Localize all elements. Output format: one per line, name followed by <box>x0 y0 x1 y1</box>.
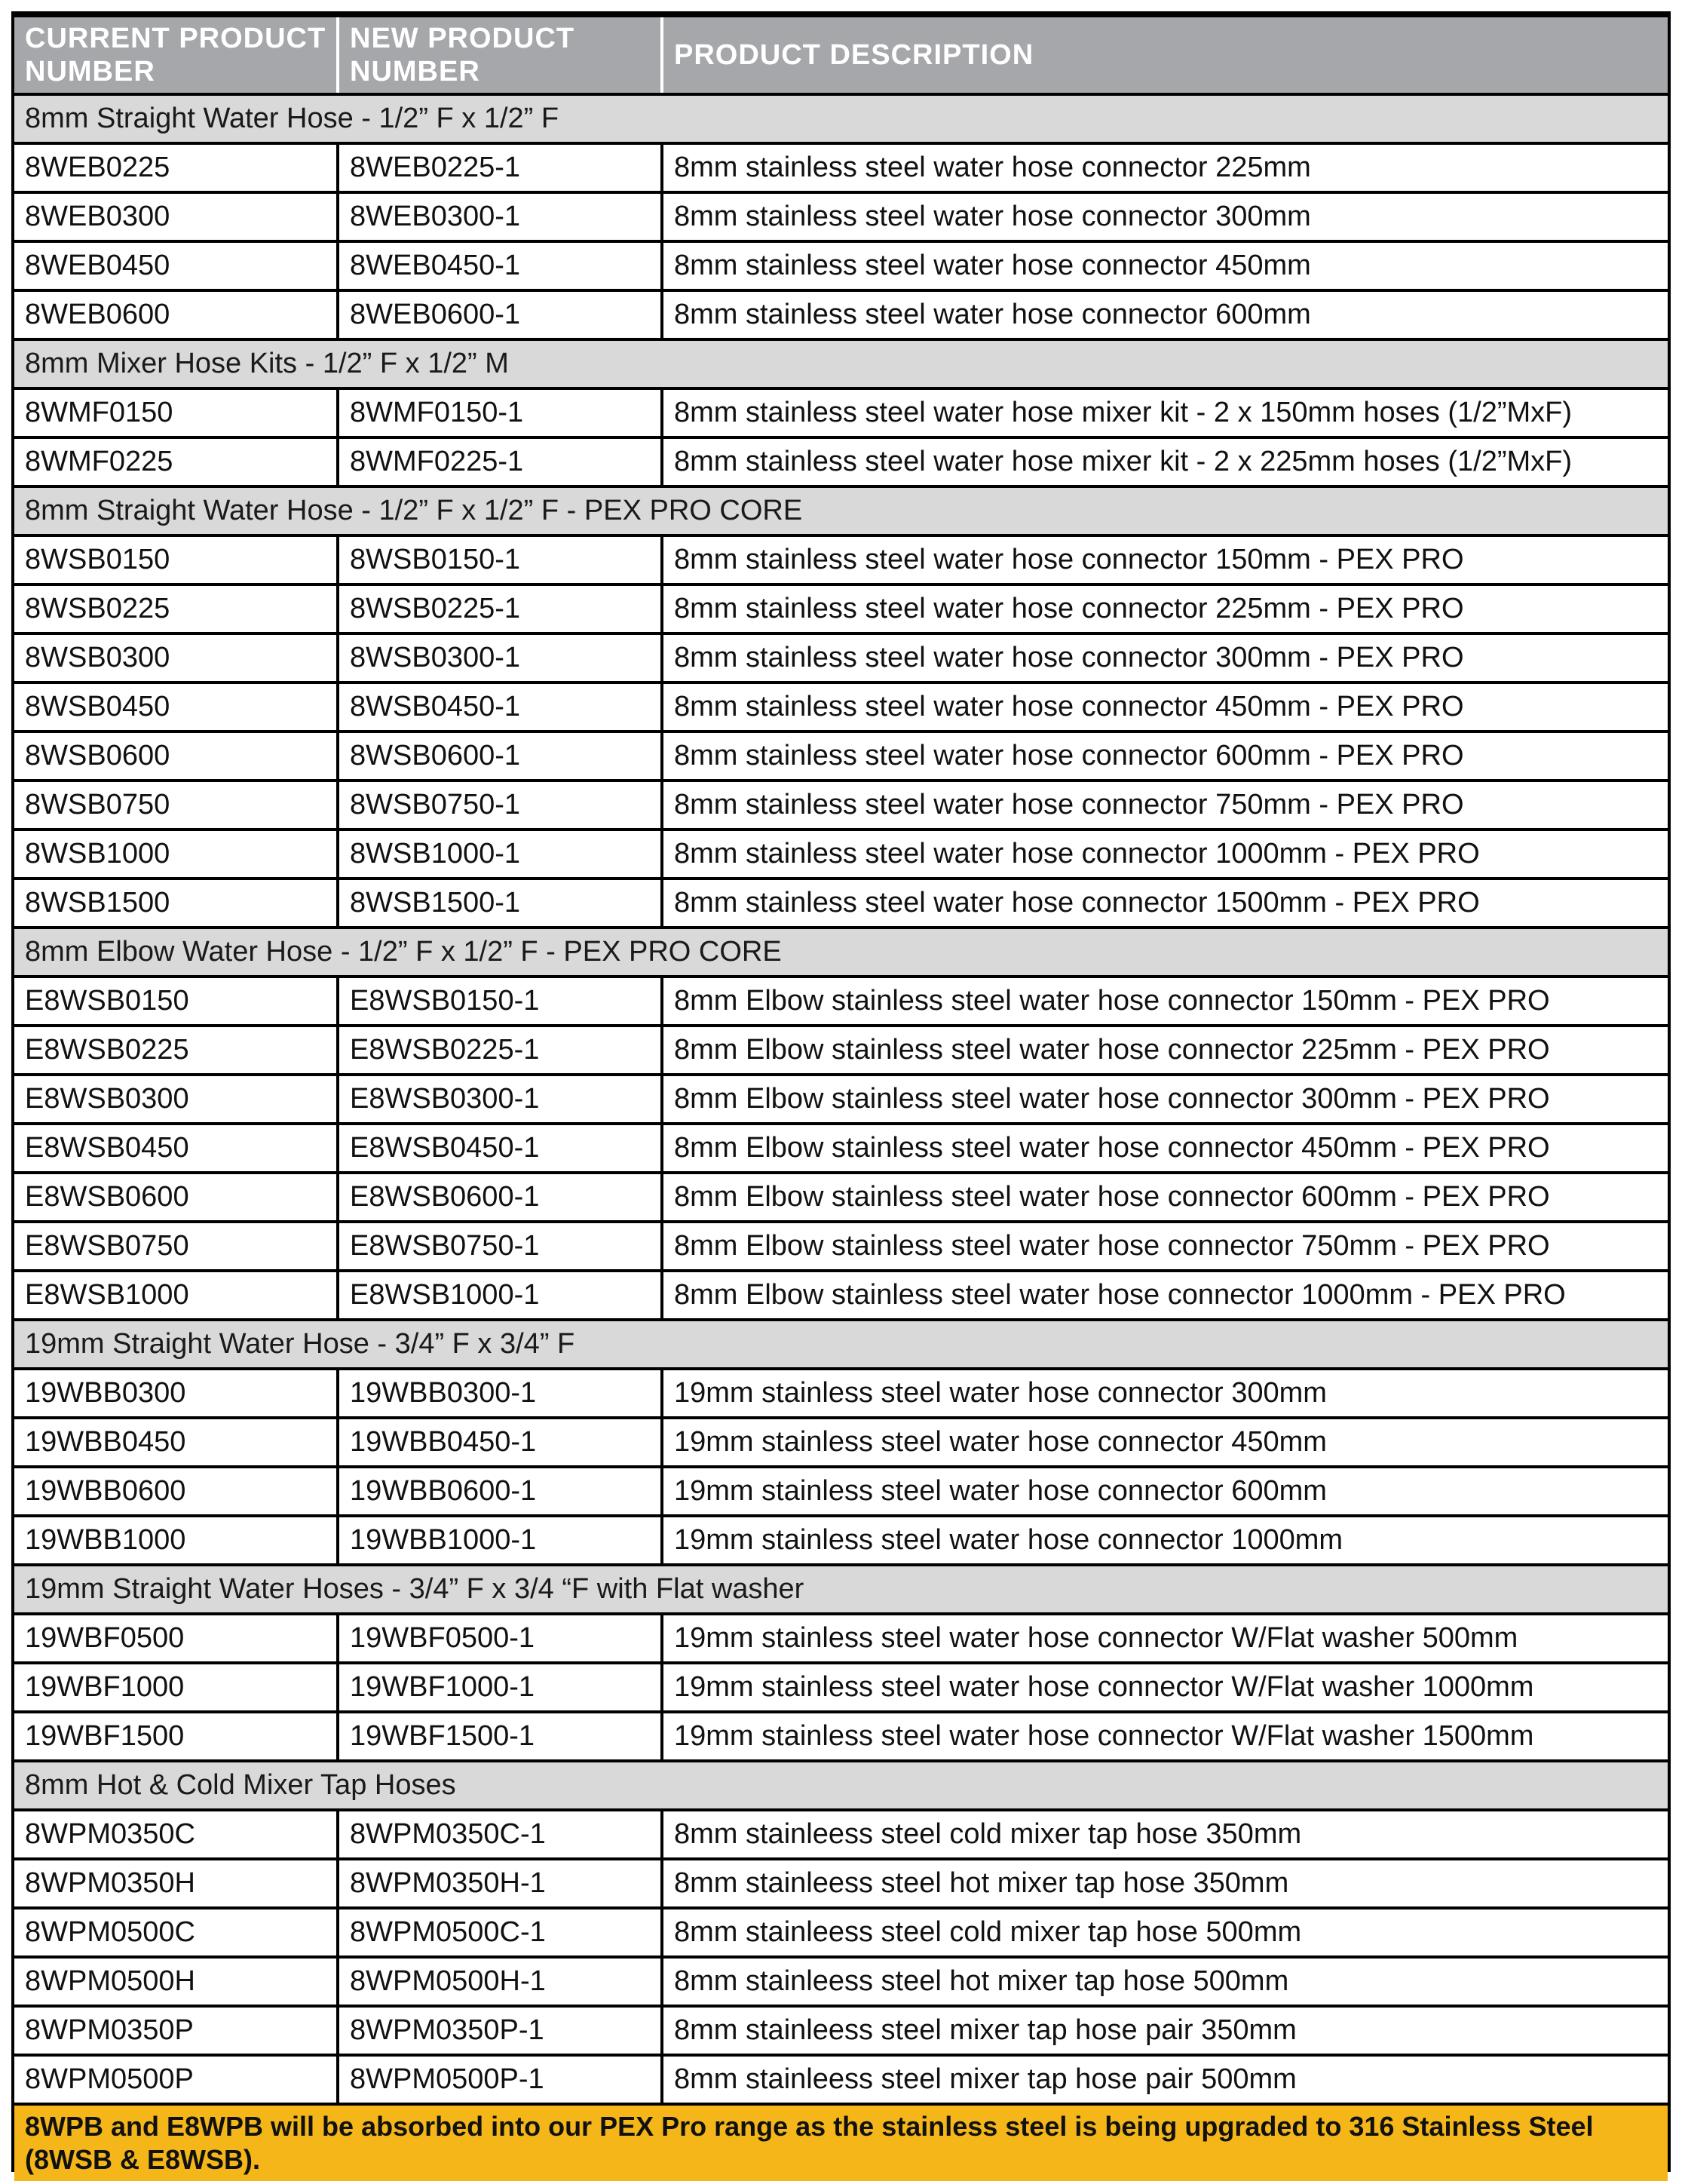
table-header <box>14 17 1668 93</box>
current-product-number-cell: 8WEB0300 <box>14 194 336 240</box>
new-product-number-cell: 8WPM0350H-1 <box>336 1860 660 1906</box>
section-title: 8mm Hot & Cold Mixer Tap Hoses <box>14 1762 1668 1808</box>
current-product-number-cell: 8WEB0450 <box>14 243 336 289</box>
new-product-number-cell: 8WEB0225-1 <box>336 145 660 191</box>
new-product-number-cell: 8WMF0150-1 <box>336 390 660 436</box>
table-row <box>14 831 1668 877</box>
section-header-row <box>14 488 1668 534</box>
product-table-frame <box>11 11 1671 2175</box>
new-product-number-cell: 8WSB0600-1 <box>336 733 660 779</box>
product-description-cell: 8mm stainless steel water hose connector 150mm - PEX PRO <box>660 537 1668 583</box>
table-row <box>14 390 1668 436</box>
product-description-cell: 8mm stainleess steel cold mixer tap hose 350mm <box>660 1811 1668 1857</box>
product-description-cell: 8mm stainless steel water hose mixer kit - 2 x 225mm hoses (1/2”MxF) <box>660 439 1668 485</box>
current-product-number-cell: 19WBB0600 <box>14 1468 336 1514</box>
new-product-number-cell: 8WSB1000-1 <box>336 831 660 877</box>
current-product-number-cell: E8WSB0450 <box>14 1125 336 1171</box>
current-product-number-cell: 8WEB0225 <box>14 145 336 191</box>
section-title: 8mm Mixer Hose Kits - 1/2” F x 1/2” M <box>14 341 1668 387</box>
current-product-number-cell: 8WMF0150 <box>14 390 336 436</box>
product-description-cell: 19mm stainless steel water hose connector W/Flat washer 1500mm <box>660 1713 1668 1759</box>
product-description-cell: 8mm Elbow stainless steel water hose connector 600mm - PEX PRO <box>660 1174 1668 1220</box>
table-row <box>14 978 1668 1024</box>
new-product-number-cell: 8WEB0300-1 <box>336 194 660 240</box>
product-description-cell: 19mm stainless steel water hose connector 600mm <box>660 1468 1668 1514</box>
table-row <box>14 1076 1668 1122</box>
table-footer <box>14 2106 1668 2181</box>
new-product-number-cell: E8WSB1000-1 <box>336 1272 660 1318</box>
table-body <box>14 96 1668 2103</box>
section-header-row <box>14 1566 1668 1612</box>
product-description-cell: 19mm stainless steel water hose connector W/Flat washer 1000mm <box>660 1664 1668 1710</box>
current-product-number-cell: 8WSB0600 <box>14 733 336 779</box>
table-row <box>14 586 1668 632</box>
current-product-number-cell: E8WSB0300 <box>14 1076 336 1122</box>
current-product-number-cell: 19WBB0300 <box>14 1370 336 1416</box>
product-description-cell: 19mm stainless steel water hose connector 1000mm <box>660 1517 1668 1563</box>
product-description-cell: 19mm stainless steel water hose connector 450mm <box>660 1419 1668 1465</box>
table-row <box>14 1615 1668 1661</box>
table-row <box>14 1811 1668 1857</box>
section-header-row <box>14 1762 1668 1808</box>
table-row <box>14 684 1668 730</box>
product-description-cell: 19mm stainless steel water hose connector 300mm <box>660 1370 1668 1416</box>
section-header-row <box>14 929 1668 975</box>
new-product-number-cell: 8WSB0225-1 <box>336 586 660 632</box>
table-row <box>14 1370 1668 1416</box>
table-row <box>14 1664 1668 1710</box>
product-description-cell: 8mm stainless steel water hose connector 450mm <box>660 243 1668 289</box>
product-description-cell: 8mm stainless steel water hose connector 225mm - PEX PRO <box>660 586 1668 632</box>
current-product-number-cell: 19WBB1000 <box>14 1517 336 1563</box>
current-product-number-cell: 8WPM0500C <box>14 1909 336 1955</box>
new-product-number-cell: 8WPM0350P-1 <box>336 2008 660 2054</box>
table-row <box>14 243 1668 289</box>
new-product-number-cell: E8WSB0600-1 <box>336 1174 660 1220</box>
table-row <box>14 1223 1668 1269</box>
new-product-number-cell: E8WSB0225-1 <box>336 1027 660 1073</box>
new-product-number-cell: E8WSB0300-1 <box>336 1076 660 1122</box>
product-description-cell: 8mm stainless steel water hose mixer kit - 2 x 150mm hoses (1/2”MxF) <box>660 390 1668 436</box>
new-product-number-cell: E8WSB0450-1 <box>336 1125 660 1171</box>
new-product-number-cell: 8WPM0500C-1 <box>336 1909 660 1955</box>
table-row <box>14 1909 1668 1955</box>
section-header-row <box>14 341 1668 387</box>
section-title: 8mm Elbow Water Hose - 1/2” F x 1/2” F - PEX PRO CORE <box>14 929 1668 975</box>
table-row <box>14 292 1668 338</box>
current-product-number-cell: 8WPM0500P <box>14 2057 336 2103</box>
current-product-number-cell: 8WSB0225 <box>14 586 336 632</box>
product-description-cell: 8mm Elbow stainless steel water hose connector 225mm - PEX PRO <box>660 1027 1668 1073</box>
new-product-number-cell: 19WBB1000-1 <box>336 1517 660 1563</box>
product-description-cell: 8mm stainless steel water hose connector 225mm <box>660 145 1668 191</box>
new-product-number-cell: 8WSB0750-1 <box>336 782 660 828</box>
section-title: 19mm Straight Water Hose - 3/4” F x 3/4” F <box>14 1321 1668 1367</box>
table-row <box>14 194 1668 240</box>
product-description-cell: 19mm stainless steel water hose connector W/Flat washer 500mm <box>660 1615 1668 1661</box>
new-product-number-cell: 19WBB0600-1 <box>336 1468 660 1514</box>
product-description-cell: 8mm stainless steel water hose connector 450mm - PEX PRO <box>660 684 1668 730</box>
current-product-number-cell: E8WSB1000 <box>14 1272 336 1318</box>
current-product-number-cell: 8WSB1500 <box>14 880 336 926</box>
new-product-number-cell: E8WSB0750-1 <box>336 1223 660 1269</box>
product-description-cell: 8mm Elbow stainless steel water hose connector 750mm - PEX PRO <box>660 1223 1668 1269</box>
product-description-cell: 8mm stainleess steel hot mixer tap hose 350mm <box>660 1860 1668 1906</box>
table-row <box>14 1713 1668 1759</box>
table-row <box>14 439 1668 485</box>
current-product-number-cell: 8WMF0225 <box>14 439 336 485</box>
current-product-number-cell: 8WSB1000 <box>14 831 336 877</box>
product-number-table <box>14 14 1668 2184</box>
current-product-number-cell: E8WSB0750 <box>14 1223 336 1269</box>
new-product-number-cell: 8WPM0500P-1 <box>336 2057 660 2103</box>
header-row <box>14 17 1668 93</box>
product-description-cell: 8mm stainless steel water hose connector 750mm - PEX PRO <box>660 782 1668 828</box>
current-product-number-cell: 19WBF1500 <box>14 1713 336 1759</box>
table-row <box>14 782 1668 828</box>
product-description-cell: 8mm stainleess steel mixer tap hose pair 500mm <box>660 2057 1668 2103</box>
product-description-cell: 8mm stainless steel water hose connector 300mm - PEX PRO <box>660 635 1668 681</box>
new-product-number-cell: 8WEB0450-1 <box>336 243 660 289</box>
product-description-cell: 8mm Elbow stainless steel water hose connector 1000mm - PEX PRO <box>660 1272 1668 1318</box>
current-product-number-cell: 8WSB0450 <box>14 684 336 730</box>
current-product-number-cell: E8WSB0150 <box>14 978 336 1024</box>
table-row <box>14 2057 1668 2103</box>
new-product-number-cell: 19WBF1500-1 <box>336 1713 660 1759</box>
current-product-number-cell: 8WPM0500H <box>14 1959 336 2005</box>
table-row <box>14 635 1668 681</box>
header-new-product-number: NEW PRODUCT NUMBER <box>336 17 660 93</box>
table-row <box>14 1125 1668 1171</box>
table-row <box>14 1860 1668 1906</box>
new-product-number-cell: 19WBB0300-1 <box>336 1370 660 1416</box>
table-row <box>14 1027 1668 1073</box>
table-row <box>14 537 1668 583</box>
table-row <box>14 1272 1668 1318</box>
section-title: 8mm Straight Water Hose - 1/2” F x 1/2” F - PEX PRO CORE <box>14 488 1668 534</box>
footer-note-row <box>14 2106 1668 2181</box>
header-product-description: PRODUCT DESCRIPTION <box>660 17 1668 93</box>
current-product-number-cell: 8WPM0350P <box>14 2008 336 2054</box>
footer-note: 8WPB and E8WPB will be absorbed into our PEX Pro range as the stainless steel is being upgraded to 316 Stainless Steel (8WSB & E8WSB). <box>14 2106 1668 2181</box>
product-description-cell: 8mm Elbow stainless steel water hose connector 150mm - PEX PRO <box>660 978 1668 1024</box>
table-row <box>14 2008 1668 2054</box>
product-description-cell: 8mm stainless steel water hose connector 1500mm - PEX PRO <box>660 880 1668 926</box>
current-product-number-cell: E8WSB0600 <box>14 1174 336 1220</box>
product-description-cell: 8mm stainless steel water hose connector 600mm - PEX PRO <box>660 733 1668 779</box>
section-title: 8mm Straight Water Hose - 1/2” F x 1/2” F <box>14 96 1668 142</box>
product-description-cell: 8mm Elbow stainless steel water hose connector 300mm - PEX PRO <box>660 1076 1668 1122</box>
current-product-number-cell: 19WBF1000 <box>14 1664 336 1710</box>
current-product-number-cell: 8WSB0750 <box>14 782 336 828</box>
section-header-row <box>14 96 1668 142</box>
section-title: 19mm Straight Water Hoses - 3/4” F x 3/4 “F with Flat washer <box>14 1566 1668 1612</box>
product-description-cell: 8mm stainless steel water hose connector 1000mm - PEX PRO <box>660 831 1668 877</box>
table-row <box>14 880 1668 926</box>
new-product-number-cell: E8WSB0150-1 <box>336 978 660 1024</box>
header-current-product-number: CURRENT PRODUCT NUMBER <box>14 17 336 93</box>
table-row <box>14 733 1668 779</box>
table-row <box>14 1517 1668 1563</box>
table-row <box>14 1959 1668 2005</box>
new-product-number-cell: 8WSB0450-1 <box>336 684 660 730</box>
current-product-number-cell: E8WSB0225 <box>14 1027 336 1073</box>
current-product-number-cell: 8WPM0350H <box>14 1860 336 1906</box>
new-product-number-cell: 19WBF1000-1 <box>336 1664 660 1710</box>
new-product-number-cell: 8WSB0150-1 <box>336 537 660 583</box>
new-product-number-cell: 8WSB1500-1 <box>336 880 660 926</box>
new-product-number-cell: 19WBB0450-1 <box>336 1419 660 1465</box>
new-product-number-cell: 8WPM0350C-1 <box>336 1811 660 1857</box>
product-description-cell: 8mm stainleess steel cold mixer tap hose 500mm <box>660 1909 1668 1955</box>
product-description-cell: 8mm stainleess steel mixer tap hose pair 350mm <box>660 2008 1668 2054</box>
product-description-cell: 8mm stainless steel water hose connector 600mm <box>660 292 1668 338</box>
current-product-number-cell: 19WBB0450 <box>14 1419 336 1465</box>
table-row <box>14 1419 1668 1465</box>
current-product-number-cell: 8WEB0600 <box>14 292 336 338</box>
table-row <box>14 145 1668 191</box>
product-description-cell: 8mm Elbow stainless steel water hose connector 450mm - PEX PRO <box>660 1125 1668 1171</box>
product-description-cell: 8mm stainleess steel hot mixer tap hose 500mm <box>660 1959 1668 2005</box>
new-product-number-cell: 8WMF0225-1 <box>336 439 660 485</box>
new-product-number-cell: 8WSB0300-1 <box>336 635 660 681</box>
current-product-number-cell: 8WSB0150 <box>14 537 336 583</box>
new-product-number-cell: 19WBF0500-1 <box>336 1615 660 1661</box>
table-row <box>14 1174 1668 1220</box>
current-product-number-cell: 19WBF0500 <box>14 1615 336 1661</box>
new-product-number-cell: 8WEB0600-1 <box>336 292 660 338</box>
current-product-number-cell: 8WSB0300 <box>14 635 336 681</box>
new-product-number-cell: 8WPM0500H-1 <box>336 1959 660 2005</box>
table-row <box>14 1468 1668 1514</box>
current-product-number-cell: 8WPM0350C <box>14 1811 336 1857</box>
product-description-cell: 8mm stainless steel water hose connector 300mm <box>660 194 1668 240</box>
section-header-row <box>14 1321 1668 1367</box>
